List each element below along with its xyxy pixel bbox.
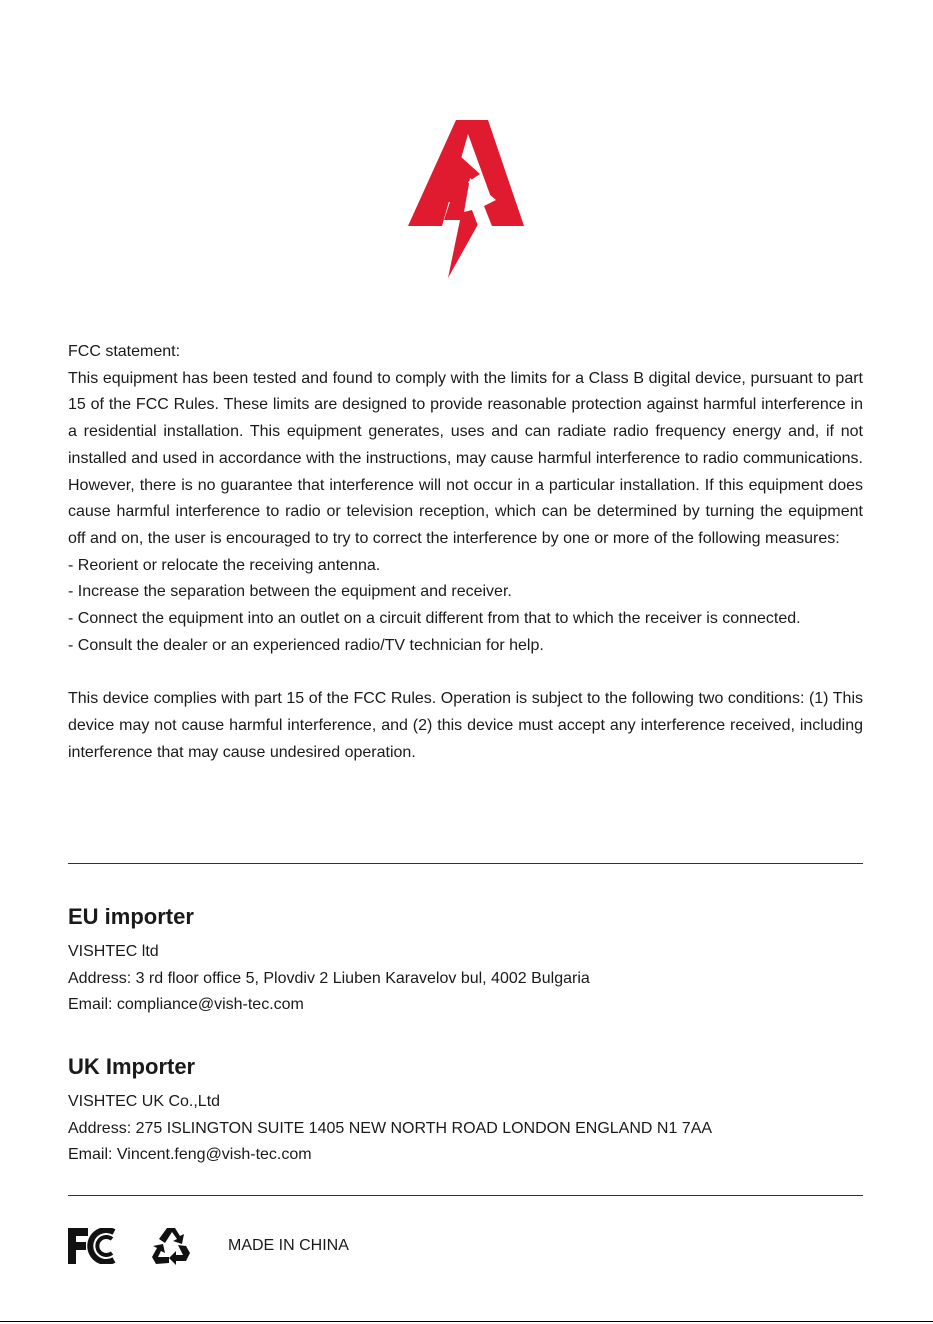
divider xyxy=(68,863,863,864)
made-in-label: MADE IN CHINA xyxy=(228,1237,349,1254)
uk-importer-company: VISHTEC UK Co.,Ltd xyxy=(68,1093,221,1110)
footer-marks xyxy=(68,1224,349,1268)
fcc-statement xyxy=(68,339,863,766)
recycle-icon xyxy=(150,1226,192,1266)
eu-importer-company: VISHTEC ltd xyxy=(68,943,159,960)
uk-importer-address: Address: 275 ISLINGTON SUITE 1405 NEW NORTH ROAD LONDON ENGLAND N1 7AA xyxy=(68,1119,713,1137)
uk-importer-section xyxy=(68,1053,863,1169)
eu-importer-title: EU importer xyxy=(68,904,194,929)
eu-importer-section xyxy=(68,903,863,1019)
fcc-paragraph: This equipment has been tested and found to comply with the limits for a Class B digital device, pursuant to part 15 of the FCC Rules. These limits are designed to provide reasonable protection against harmful interference in a residential installation. This equipment generates, uses and can radiate radio frequency energy and, if not installed and used in accordance with the instructions, may cause harmful interference to radio communications. However, there is no guarantee that interference will not occur in a particular installation. If this equipment does cause harmful interference to radio or television reception, which can be determined by turning the equipment off and on, the user is encouraged to try to correct the interference by one or more of the following measures: xyxy=(68,369,863,547)
uk-importer-email: Email: Vincent.feng@vish-tec.com xyxy=(68,1146,312,1164)
eu-importer-address: Address: 3 rd floor office 5, Plovdiv 2 Liuben Karavelov bul, 4002 Bulgaria xyxy=(68,969,590,987)
page-bottom-border xyxy=(0,1321,933,1322)
fcc-heading: FCC statement: xyxy=(68,343,181,360)
fcc-measure-2: - Increase the separation between the equipment and receiver. xyxy=(68,583,512,601)
divider xyxy=(68,1195,863,1196)
fcc-measure-4: - Consult the dealer or an experienced radio/TV technician for help. xyxy=(68,636,544,654)
fcc-measure-3: - Connect the equipment into an outlet on a circuit different from that to which the receiver is connected. xyxy=(68,610,801,628)
lightning-a-logo-icon xyxy=(408,120,524,278)
brand-logo xyxy=(408,120,524,278)
fcc-compliance: This device complies with part 15 of the FCC Rules. Operation is subject to the following two conditions: (1) This device may not cause harmful interference, and (2) this device must accept any interference received, including interference that may cause undesired operation. xyxy=(68,690,863,761)
uk-importer-title: UK Importer xyxy=(68,1054,196,1079)
eu-importer-email: Email: compliance@vish-tec.com xyxy=(68,996,304,1014)
fc-mark-icon xyxy=(68,1228,116,1264)
fcc-measure-1: - Reorient or relocate the receiving antenna. xyxy=(68,556,381,574)
